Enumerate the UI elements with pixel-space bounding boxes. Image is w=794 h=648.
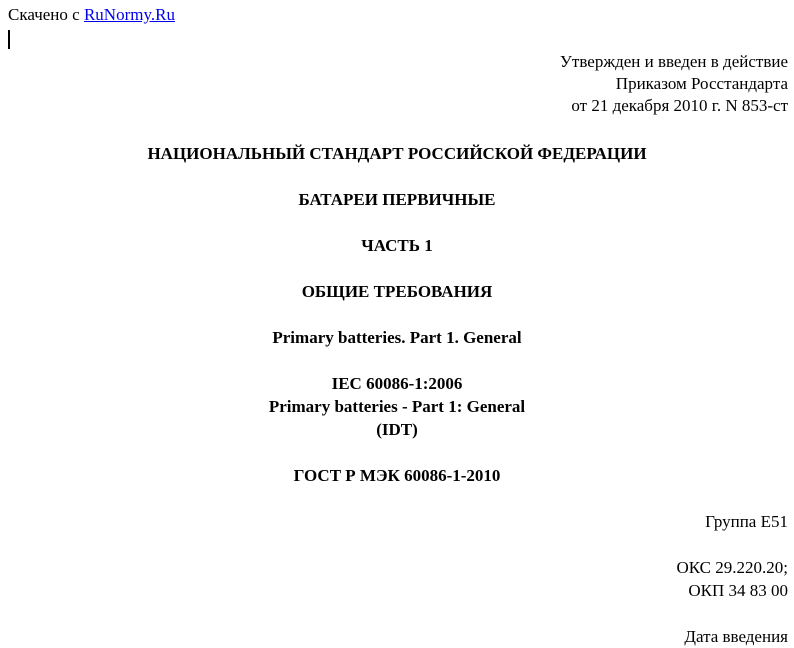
okp-code: ОКП 34 83 00 [688, 581, 788, 600]
iec-degree: (IDT) [376, 420, 418, 439]
source-link[interactable]: RuNormy.Ru [83, 5, 175, 24]
approval-block [560, 51, 788, 117]
gost-designation: ГОСТ Р МЭК 60086-1-2010 [293, 466, 501, 485]
subject-heading: БАТАРЕИ ПЕРВИЧНЫЕ [298, 190, 496, 209]
national-standard-heading: НАЦИОНАЛЬНЫЙ СТАНДАРТ РОССИЙСКОЙ ФЕДЕРАЦИИ [147, 144, 647, 163]
text-cursor [8, 30, 10, 49]
english-title: Primary batteries. Part 1. General [272, 328, 522, 347]
group-label: Группа Е51 [705, 512, 788, 531]
section-heading: ОБЩИЕ ТРЕБОВАНИЯ [301, 282, 493, 301]
oks-code: ОКС 29.220.20; [676, 558, 788, 577]
source-prefix: Скачено с [8, 5, 80, 24]
iec-block [0, 372, 794, 441]
approval-line-1: Утвержден и введен в действие [559, 52, 788, 71]
classification-codes [676, 556, 788, 602]
approval-line-2: Приказом Росстандарта [615, 74, 788, 93]
part-heading: ЧАСТЬ 1 [361, 236, 433, 255]
source-line [8, 5, 175, 25]
iec-title: Primary batteries - Part 1: General [268, 397, 526, 416]
intro-date-label: Дата введения [684, 627, 788, 646]
approval-line-3: от 21 декабря 2010 г. N 853-ст [571, 96, 788, 115]
iec-code: IEC 60086-1:2006 [331, 374, 463, 393]
